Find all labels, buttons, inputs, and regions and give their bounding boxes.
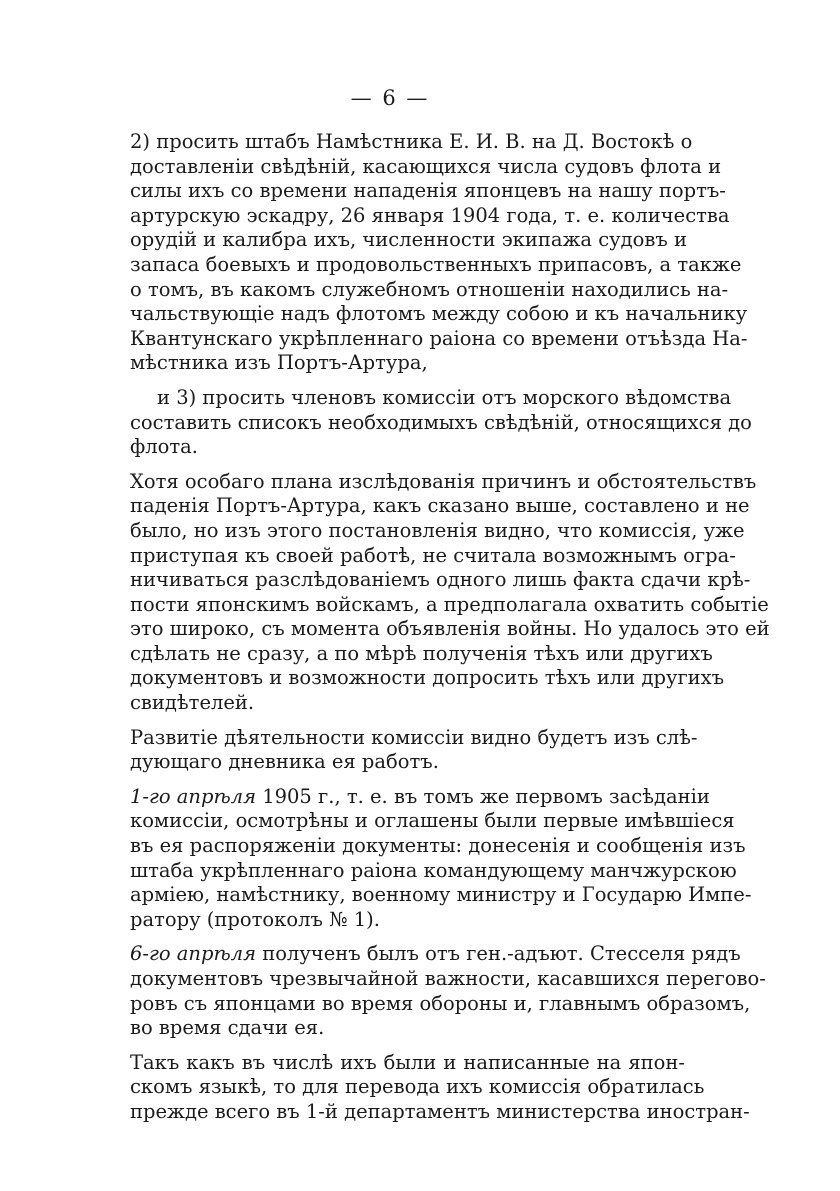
page-body <box>130 130 770 1125</box>
text-line: ничиваться разслѣдованіемъ одного лишь факта сдачи крѣ- <box>130 568 751 592</box>
text-line: чальствующіе надъ флотомъ между собою и къ начальнику <box>130 302 748 326</box>
diary-date: 6-го апрѣля <box>130 942 256 966</box>
text-line: приступая къ своей работѣ, не считала возможнымъ огра- <box>130 543 736 567</box>
text-line: документовъ чрезвычайной важности, касавшихся перегово- <box>130 967 766 990</box>
text-line: во время сдачи ея. <box>130 1016 325 1040</box>
text-line: пости японскимъ войскамъ, а предполагала охватить событіе <box>130 592 769 616</box>
text-line: силы ихъ со времени нападенія японцевъ на нашу портъ- <box>130 179 726 203</box>
paragraph <box>130 385 752 460</box>
text-line: скомъ языкѣ, то для перевода ихъ комиссія обратилась <box>130 1075 705 1099</box>
text-line: ровъ съ японцами во время обороны и, главнымъ образомъ, <box>130 991 751 1015</box>
text-line: было, но изъ этого постановленія видно, что комиссія, уже <box>130 518 745 542</box>
text-line: комиссіи, осмотрѣны и оглашены были первые имѣвшіеся <box>130 809 735 833</box>
text-line: флота. <box>130 435 199 459</box>
text-line: Хотя особаго плана изслѣдованія причинъ и обстоятельствъ <box>130 469 757 493</box>
paragraph <box>130 469 770 716</box>
diary-date: 1-го апрѣля <box>130 784 256 808</box>
text-line: о томъ, въ какомъ служебномъ отношеніи находились на- <box>130 277 729 301</box>
text-line: составить списокъ необходимыхъ свѣдѣній, относящихся до <box>130 410 752 434</box>
text-line: артурскую эскадру, 26 января 1904 года, т. е. количества <box>130 203 730 227</box>
text-line <box>130 942 741 967</box>
text-line <box>130 784 710 810</box>
text-line: и 3) просить членовъ комиссіи отъ морского вѣдомства <box>157 385 732 409</box>
text-line: Развитіе дѣятельности комиссіи видно будетъ изъ слѣ- <box>130 725 698 749</box>
page-number: — 6 — <box>350 86 430 110</box>
text-line: это широко, съ момента объявленія войны. Но удалось это ей <box>130 617 770 641</box>
text-line: прежде всего въ 1-й департаментъ министерства иностран- <box>130 1099 750 1123</box>
text-line: арміею, намѣстнику, военному министру и Государю Импе- <box>130 883 752 907</box>
text-line: запаса боевыхъ и продовольственныхъ припасовъ, а также <box>130 252 742 276</box>
text-line: документовъ и возможности допросить тѣхъ или другихъ <box>130 666 725 690</box>
paragraph <box>130 784 752 933</box>
text-line: доставленіи свѣдѣній, касающихся числа судовъ флота и <box>130 154 722 178</box>
text-run: полученъ былъ отъ ген.-адъют. Стесселя рядъ <box>256 942 741 966</box>
text-line: Такъ какъ въ числѣ ихъ были и написанные на япон- <box>130 1050 685 1074</box>
text-line: орудій и калибра ихъ, численности экипажа судовъ и <box>130 228 687 252</box>
text-line: паденія Портъ-Артура, какъ сказано выше, составлено и не <box>130 494 750 518</box>
text-line: 2) просить штабъ Намѣстника Е. И. В. на Д. Востокѣ о <box>130 130 693 153</box>
text-line: свидѣтелей. <box>130 691 255 715</box>
text-line: Квантунскаго укрѣпленнаго раіона со времени отъѣзда На- <box>130 326 748 350</box>
text-run: 1905 г., т. е. въ томъ же первомъ засѣданіи <box>256 784 710 808</box>
text-line: штаба укрѣпленнаго раіона командующему манчжурскою <box>130 858 737 882</box>
text-line: ратору (протоколъ № 1). <box>130 907 380 931</box>
text-line: мѣстника изъ Портъ-Артура, <box>130 351 428 375</box>
text-line: сдѣлать не сразу, а по мѣрѣ полученія тѣхъ или другихъ <box>130 641 713 665</box>
text-line: дующаго дневника ея работъ. <box>130 750 439 774</box>
paragraph <box>130 725 698 775</box>
text-line: въ ея распоряженіи документы: донесенія и сообщенія изъ <box>130 834 746 858</box>
paragraph <box>130 1050 750 1125</box>
paragraph <box>130 130 748 376</box>
paragraph <box>130 942 766 1040</box>
